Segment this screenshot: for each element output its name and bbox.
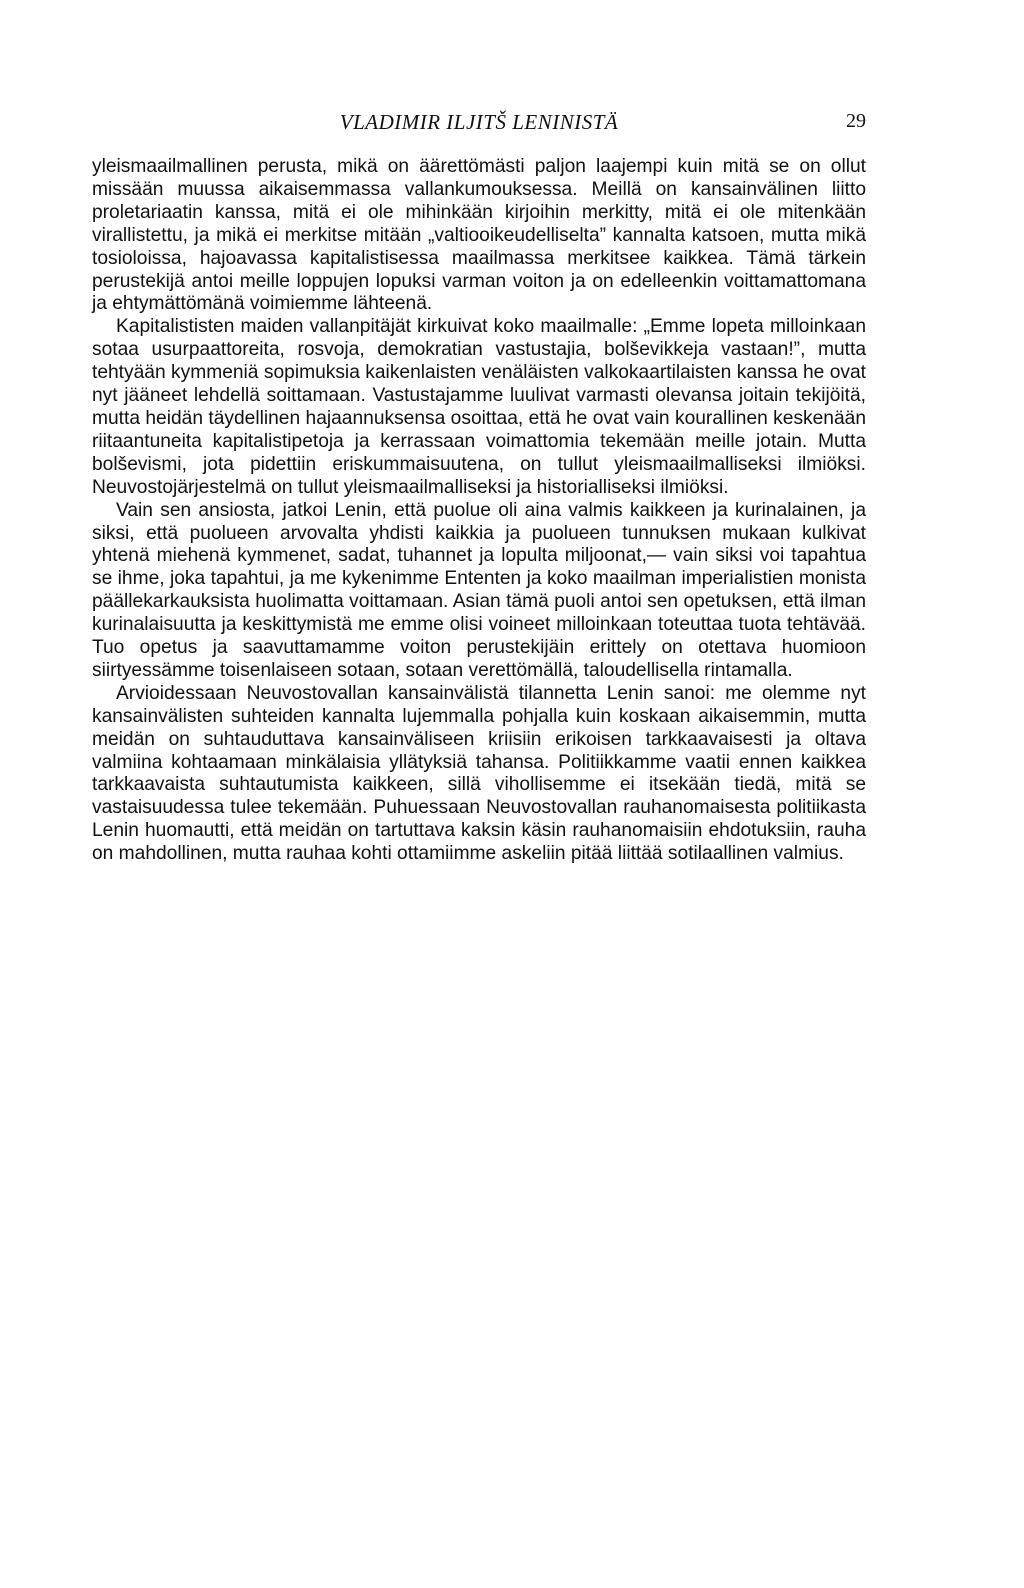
paragraph-3: Vain sen ansiosta, jatkoi Lenin, että puolue oli aina valmis kaikkeen ja kurinalainen, ja siksi, että puolueen arvovalta yhdisti kaikkia ja puolueen tunnuksen mukaan kulkivat yhtenä miehenä kymmenet, sadat, tuhannet ja lopulta miljoonat,— vain siksi voi tapahtua se ihme, joka tapahtui, ja me kykenimme Ententen ja koko maailman imperialistien monista päällekarkauksista huolimatta voittamaan. Asian tämä puoli antoi sen opetuksen, että ilman kurinalaisuutta ja keskittymistä me emme olisi voineet milloinkaan toteuttaa tuota tehtävää. Tuo opetus ja saavuttamamme voiton perustekijäin erittely on otettava huomioon siirtyessämme toisenlaiseen sotaan, sotaan verettömällä, taloudellisella rintamalla.	[92, 499, 866, 681]
body-text	[92, 156, 866, 866]
paragraph-1: yleismaailmallinen perusta, mikä on äärettömästi paljon laajempi kuin mitä se on ollut missään muussa aikaisemmassa vallankumouksessa. Meillä on kansainvälinen liitto proletariaatin kanssa, mitä ei ole mihinkään kirjoihin merkitty, mitä ei ole mitenkään virallistettu, ja mikä ei merkitse mitään „valtiooikeudelliselta” kannalta katsoen, mutta mikä tosioloissa, hajoavassa kapitalistisessa maailmassa merkitsee kaikkea. Tämä tärkein perustekijä antoi meille loppujen lopuksi varman voiton ja on edelleenkin voittamattomana ja ehtymättömänä voimiemme lähteenä.	[92, 156, 866, 315]
paragraph-4: Arvioidessaan Neuvostovallan kansainvälistä tilannetta Lenin sanoi: me olemme nyt kansainvälisten suhteiden kannalta lujemmalla pohjalla kuin koskaan aikaisemmin, mutta meidän on suhtauduttava kansainväliseen kriisiin erikoisen tarkkaavaisesti ja oltava valmiina kohtaamaan minkälaisia yllätyksiä tahansa. Politiikkamme vaatii ennen kaikkea tarkkaavaista suhtautumista kaikkeen, sillä vihollisemme ei itsekään tiedä, mitä se vastaisuudessa tulee tekemään. Puhuessaan Neuvostovallan rauhanomaisesta politiikasta Lenin huomautti, että meidän on tartuttava kaksin käsin rauhanomaisiin ehdotuksiin, rauha on mahdollinen, mutta rauhaa kohti ottamiimme askeliin pitää liittää sotilaallinen valmius.	[92, 682, 866, 865]
page-number: 29	[846, 110, 866, 132]
running-head	[92, 110, 866, 146]
book-page	[92, 110, 866, 866]
paragraph-2: Kapitalististen maiden vallanpitäjät kirkuivat koko maailmalle: „Emme lopeta milloinkaan sotaa usurpaattoreita, rosvoja, demokratian vastustajia, bolševikkeja vastaan!”, mutta tehtyään kymmeniä sopimuksia kaikenlaisten venäläisten valkokaartilaisten kanssa he ovat nyt jääneet lehdellä soittamaan. Vastustajamme luulivat varmasti olevansa joitain tekijöitä, mutta heidän täydellinen hajaannuksensa osoittaa, että he ovat vain kourallinen keskenään riitaantuneita kapitalistipetoja ja kerrassaan voimattomia tekemään meille jotain. Mutta bolševismi, jota pidettiin eriskummaisuutena, on tullut yleismaailmalliseksi ilmiöksi. Neuvostojärjestelmä on tullut yleismaailmalliseksi ja historialliseksi ilmiöksi.	[92, 316, 866, 498]
running-title: VLADIMIR ILJITŠ LENINISTÄ	[339, 110, 619, 134]
